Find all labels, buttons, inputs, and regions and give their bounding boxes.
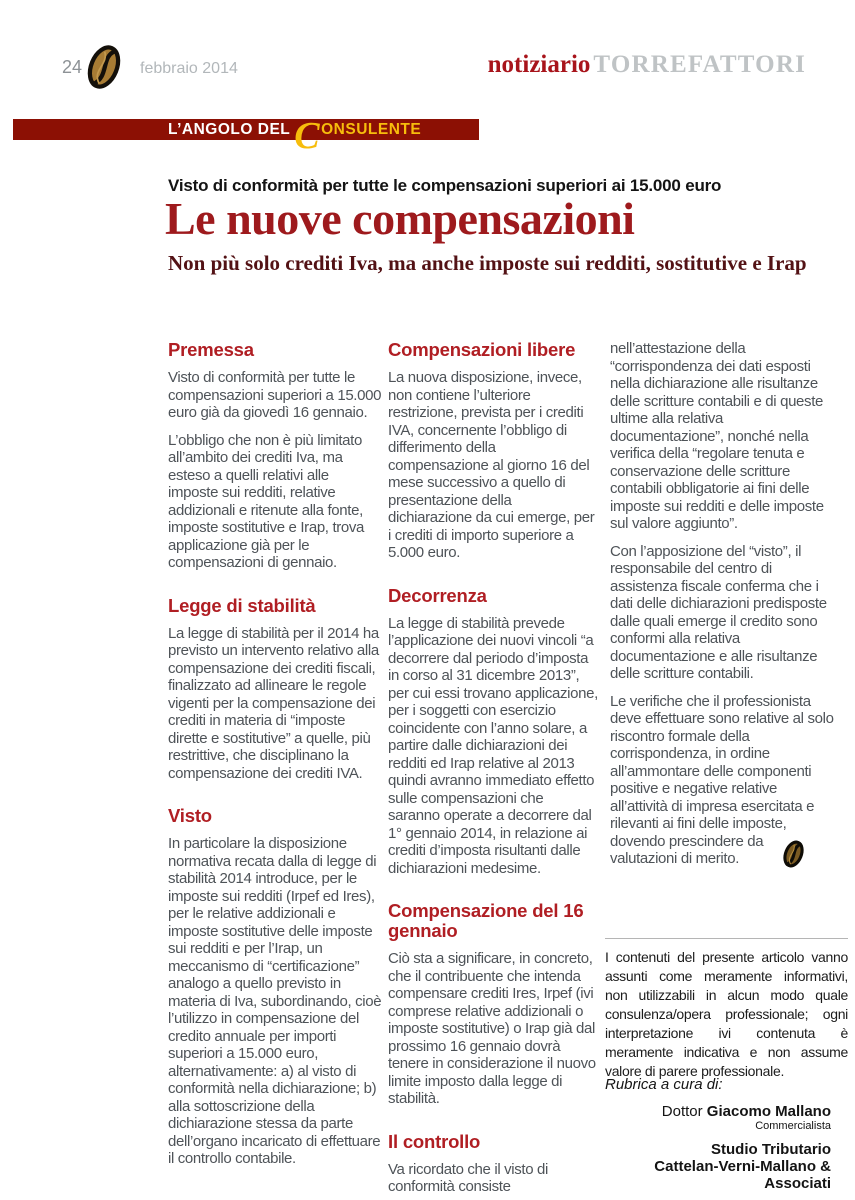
body-paragraph: La legge di stabilità per il 2014 ha previsto un intervento relativo alla compensazione dei crediti fiscali, finalizzato ad allineare le regole vigenti per la compensazione dei crediti in materia di “imposte dirette e sostitutive” a quelle, più restrittive, che disciplinano la compensazione dei crediti IVA. xyxy=(168,624,379,782)
credits-person-name: Giacomo Mallano xyxy=(706,1103,831,1120)
masthead-brand-light: TORREFATTORI xyxy=(593,51,806,78)
section-visto xyxy=(168,806,382,1168)
body-paragraph: nell’attestazione della “corrispondenza dei dati esposti nella dichiarazione alle risultanze delle scritture contabili e di queste ultime alla relativa documentazione”, nonché nella verifica della “regolare tenuta e conservazione delle scritture contabili obbligatorie ai fini delle imposte sui redditi e delle imposte sul valore aggiunto”. xyxy=(610,340,824,532)
section-heading: Compensazioni libere xyxy=(388,339,576,360)
body-paragraph: La nuova disposizione, invece, non contiene l’ulteriore restrizione, prevista per i crediti IVA, concernente l’obbligo di differimento della compensazione al giorno 16 del mese successivo a quello di presentazione della dichiarazione da cui emerge, per i crediti di importo superiore a 5.000 euro. xyxy=(388,369,595,561)
section-heading: Decorrenza xyxy=(388,584,487,606)
section-banner xyxy=(13,114,479,157)
credits-firm-partners: Cattelan-Verni-Mallano & Associati xyxy=(654,1158,831,1192)
section-banner-title: L’ANGOLO DEL C ONSULENTE xyxy=(168,114,422,157)
section-heading: Compensazione del 16 gennaio xyxy=(388,900,584,941)
credits-firm-line1 xyxy=(605,1141,831,1158)
credits-person-title: Commercialista xyxy=(755,1120,831,1132)
body-paragraph: L’obbligo che non è più limitato all’ambito dei crediti Iva, ma esteso a quelli relativi alle imposte sui redditi, relative addizionali e ritenute alla fonte, imposte sostitutive e Irap, trova applicazione già per le compensazioni di gennaio. xyxy=(168,431,365,571)
section-decorrenza xyxy=(388,586,598,878)
body-paragraph: Ciò sta a significare, in concreto, che il contribuente che intenda compensare crediti Ires, Irpef (ivi comprese relative addizionali o imposte sostitutive) o Irap già dal prossimo 16 gennaio dovrà tenere in considerazione il nuovo limite imposto dalla legge di stabilità. xyxy=(388,950,596,1107)
section-heading: Il controllo xyxy=(388,1130,481,1152)
coffee-bean-icon xyxy=(79,39,130,95)
credits-person-prefix: Dottor xyxy=(661,1103,707,1120)
body-paragraph: Va ricordato che il visto di conformità consiste xyxy=(388,1160,548,1195)
section-heading: Legge di stabilità xyxy=(168,594,316,616)
credits-rubrica-label: Rubrica a cura di: xyxy=(605,1076,723,1093)
banner-rest: ONSULENTE xyxy=(321,120,422,138)
body-paragraph: Visto di conformità per tutte le compensazioni superiori a 15.000 euro già da giovedì 16 gennaio. xyxy=(168,369,382,421)
credits-block xyxy=(605,1076,831,1192)
section-premessa xyxy=(168,340,382,572)
body-paragraph: Le verifiche che il professionista deve effettuare sono relative al solo riscontro formale della corrispondenza, in ordine all’ammontare delle componenti positive e negative relative all’attività di impresa esercitata e rilevanti ai fini delle imposte, dovendo prescindere da valutazioni di merito. xyxy=(610,692,834,867)
disclaimer-note: I contenuti del presente articolo vanno assunti come meramente informativi, non utilizzabili in alcun modo quale consulenza/opera professionale; ogni interpretazione ivi contenuta è meramente indicativa e non assume valore di parere professionale. xyxy=(605,938,848,1081)
masthead xyxy=(488,51,806,79)
banner-prefix: L’ANGOLO DEL xyxy=(168,120,291,138)
credits-firm-name: Studio Tributario xyxy=(711,1141,831,1158)
section-heading: Premessa xyxy=(168,339,254,360)
article-column-3 xyxy=(610,340,834,878)
article-kicker: Visto di conformità per tutte le compensazioni superiori ai 15.000 euro xyxy=(168,176,722,195)
article-column-1 xyxy=(168,340,382,1192)
section-legge-di-stabilita xyxy=(168,596,382,783)
issue-date: febbraio 2014 xyxy=(140,60,238,77)
body-paragraph: Con l’apposizione del “visto”, il responsabile del centro di assistenza fiscale conferma che i dati delle dichiarazioni predisposte dalle quali emerge il credito sono conformi alla relativa documentazione e alle risultanze delle scritture contabili. xyxy=(610,542,827,682)
article-title: Le nuove compensazioni xyxy=(165,193,635,244)
section-heading: Visto xyxy=(168,805,212,826)
body-paragraph: La legge di stabilità prevede l’applicazione dei nuovi vincoli “a decorrere dal periodo d’imposta in corso al 31 dicembre 2013”, per cui essi trovano applicazione, per i soggetti con esercizio coincidente con l’anno solare, a partire dalle dichiarazioni dei redditi ed Irap relative al 2013 quindi avranno immediato effetto sulle compensazioni che saranno operate a decorrere dal 1° gennaio 2014, in relazione ai crediti d’imposta risultanti dalle dichiarazioni medesime. xyxy=(388,614,598,877)
section-compensazione-16-gennaio xyxy=(388,901,598,1108)
article-deck: Non più solo crediti Iva, ma anche imposte sui redditi, sostitutive e Irap xyxy=(168,251,807,275)
page-number: 24 xyxy=(62,57,83,77)
body-paragraph: In particolare la disposizione normativa recata dalla di legge di stabilità 2014 introduce, per le imposte sui redditi (Irpef ed Ires), per le relative addizionali e imposte sostitutive delle imposte sui redditi e per l’Irap, un meccanismo di “certificazione” analogo a quello previsto in materia di Iva, subordinando, cioè l’utilizzo in compensazione del credito annuale per importi superiori a 15.000 euro, alternativamente: a) al visto di conformità nella dichiarazione; b) alla sottoscrizione della dichiarazione stessa da parte dell’organo incaricato di effettuare il controllo contabile. xyxy=(168,835,382,1167)
article-column-2 xyxy=(388,340,598,1200)
section-compensazioni-libere xyxy=(388,340,598,562)
credits-person xyxy=(605,1103,831,1120)
masthead-brand-bold: notiziario xyxy=(487,51,591,78)
credits-firm-line2 xyxy=(605,1158,831,1192)
section-il-controllo xyxy=(388,1132,598,1196)
